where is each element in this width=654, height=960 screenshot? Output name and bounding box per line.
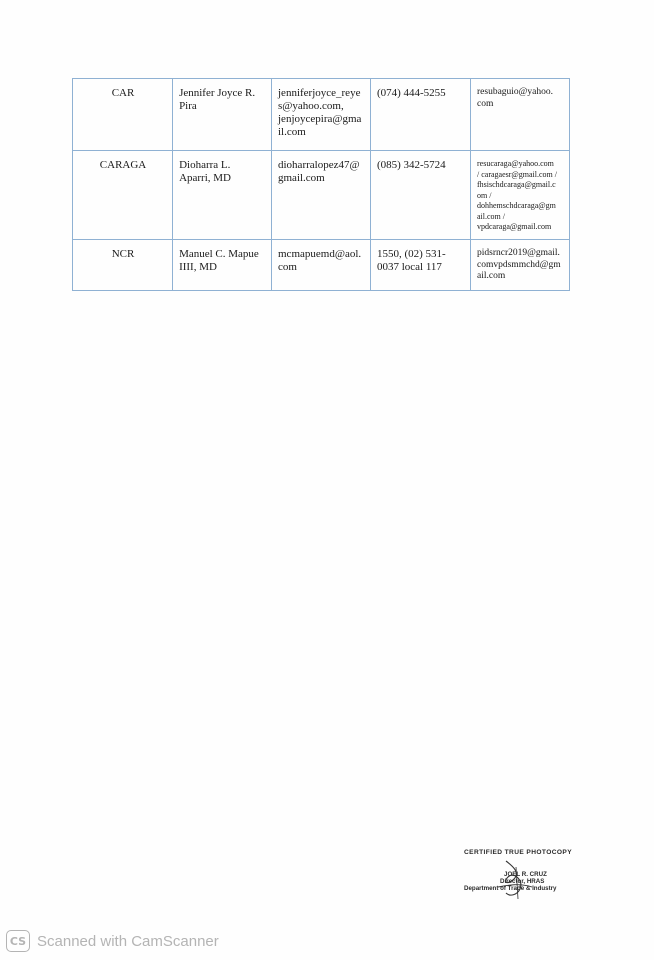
office-email-line: om /	[477, 190, 492, 200]
office-email-line: pidsrncr2019@gmail.	[477, 248, 560, 258]
table-row	[73, 151, 570, 240]
certification-stamp	[460, 849, 585, 892]
name-line: Pira	[179, 100, 197, 112]
email-cell	[272, 240, 371, 291]
table-row	[73, 240, 570, 291]
phone-line: 0037 local 117	[376, 261, 442, 273]
watermark-text: Scanned with CamScanner	[37, 932, 219, 950]
signatory-position: Director, HRAS	[500, 878, 545, 885]
email-line: s@yahoo.com,	[278, 100, 344, 112]
region-cell	[73, 151, 173, 240]
office-email-line: com	[477, 98, 494, 109]
email-line: jenjoycepira@gma	[278, 113, 362, 125]
region-label: NCR	[111, 248, 135, 260]
region-label: CAR	[111, 87, 135, 99]
signature-mark	[480, 857, 550, 901]
contacts-table	[72, 78, 570, 291]
phone-cell	[370, 151, 470, 240]
phone-cell	[370, 79, 470, 151]
email-line: dioharralopez47@	[278, 159, 360, 171]
phone-line: 1550, (02) 531-	[376, 248, 446, 260]
office-email-line: resubaguio@yahoo.	[477, 87, 554, 97]
office-email-cell	[471, 79, 570, 151]
email-line: com	[278, 261, 297, 273]
office-email-line: dohhemschdcaraga@gm	[477, 201, 556, 210]
office-email-line: / caragaesr@gmail.com /	[477, 169, 557, 179]
email-cell	[272, 79, 371, 151]
region-label: CARAGA	[99, 159, 147, 171]
name-cell	[173, 79, 272, 151]
email-line: mcmapuemd@aol.	[278, 248, 362, 260]
region-cell	[73, 79, 173, 151]
phone-line: (085) 342-5724	[376, 159, 446, 171]
office-email-line: fhsischdcaraga@gmail.c	[477, 180, 556, 189]
email-line: gmail.com	[278, 172, 325, 184]
email-cell	[272, 151, 371, 240]
email-line: il.com	[278, 126, 306, 138]
office-email-line: vpdcaraga@gmail.com	[477, 222, 552, 231]
name-line: Aparri, MD	[179, 172, 231, 184]
camscanner-logo-icon: CS	[6, 930, 30, 952]
signatory-name: JOEL R. CRUZ	[504, 871, 547, 878]
name-cell	[173, 151, 272, 240]
region-cell	[73, 240, 173, 291]
camscanner-watermark	[6, 929, 219, 953]
office-email-line: resucaraga@yahoo.com	[477, 159, 554, 168]
phone-line: (074) 444-5255	[376, 87, 446, 99]
office-email-cell	[471, 240, 570, 291]
certified-true-copy-label: CERTIFIED TRUE PHOTOCOPY	[464, 849, 573, 856]
phone-cell	[370, 240, 470, 291]
email-line: jenniferjoyce_reye	[278, 87, 361, 99]
department-name: Department of Trade & Industry	[464, 885, 557, 892]
office-email-line: ail.com	[477, 271, 506, 281]
office-email-line: comvpdsmmchd@gm	[477, 259, 561, 270]
name-line: IIII, MD	[179, 261, 217, 273]
name-line: Jennifer Joyce R.	[179, 87, 256, 99]
office-email-cell	[471, 151, 570, 240]
office-email-line: ail.com /	[477, 211, 505, 221]
name-cell	[173, 240, 272, 291]
table-row	[73, 79, 570, 151]
name-line: Dioharra L.	[179, 159, 231, 171]
name-line: Manuel C. Mapue	[179, 248, 259, 260]
